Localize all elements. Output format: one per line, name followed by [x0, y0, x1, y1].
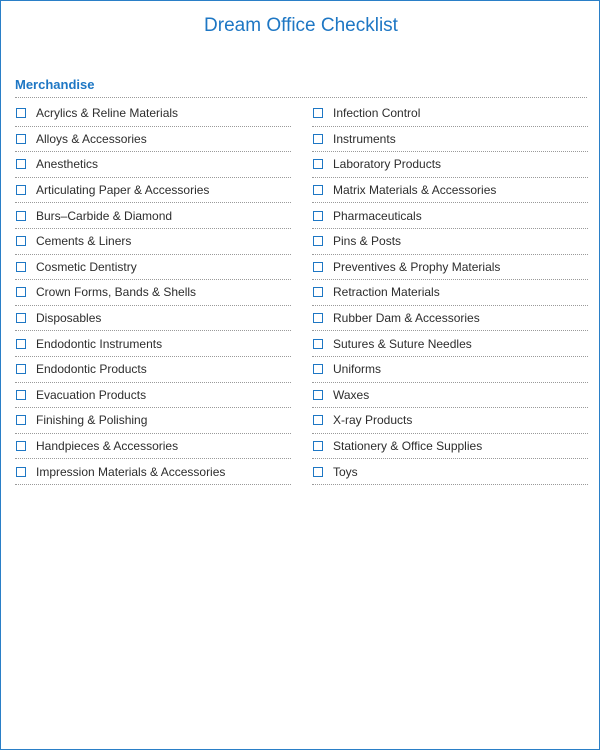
checklist-item: [312, 229, 588, 255]
checklist-item: [312, 280, 588, 306]
checkbox[interactable]: [16, 262, 26, 272]
checklist-item-label: Acrylics & Reline Materials: [36, 106, 179, 121]
checklist-item: [312, 408, 588, 434]
checklist-item-label: Anesthetics: [36, 157, 99, 172]
checkbox[interactable]: [313, 441, 323, 451]
checklist-item-label: Waxes: [333, 387, 370, 402]
checklist-item-label: Cosmetic Dentistry: [36, 259, 137, 274]
checklist-item: [15, 203, 291, 229]
checkbox[interactable]: [16, 441, 26, 451]
checklist-item: [15, 306, 291, 332]
checkbox[interactable]: [16, 211, 26, 221]
checklist-item-label: Pins & Posts: [333, 234, 402, 249]
checklist-item-label: Laboratory Products: [333, 157, 442, 172]
checkbox[interactable]: [313, 185, 323, 195]
checklist-item: [312, 434, 588, 460]
checklist-item-label: Evacuation Products: [36, 387, 147, 402]
checklist-item-label: Handpieces & Accessories: [36, 439, 179, 454]
checkbox[interactable]: [16, 287, 26, 297]
checkbox[interactable]: [313, 108, 323, 118]
checkbox[interactable]: [313, 236, 323, 246]
checkbox[interactable]: [16, 415, 26, 425]
checklist-item-label: Infection Control: [333, 106, 421, 121]
checklist-item-label: Cements & Liners: [36, 234, 132, 249]
checklist-item-label: Articulating Paper & Accessories: [36, 183, 210, 198]
checkbox[interactable]: [16, 185, 26, 195]
checklist-item-label: Stationery & Office Supplies: [333, 439, 483, 454]
checklist-item-label: Impression Materials & Accessories: [36, 464, 226, 479]
checklist-item-label: Uniforms: [333, 362, 382, 377]
page-title: Dream Office Checklist: [204, 15, 398, 36]
checklist-item: [312, 127, 588, 153]
checkbox[interactable]: [313, 159, 323, 169]
checklist-item: [15, 280, 291, 306]
checklist-item: [15, 101, 291, 127]
checklist-item: [312, 331, 588, 357]
checkbox[interactable]: [16, 467, 26, 477]
checkbox[interactable]: [313, 339, 323, 349]
checklist-item: [15, 127, 291, 153]
checkbox[interactable]: [313, 313, 323, 323]
checklist-item: [15, 357, 291, 383]
checklist-item: [312, 101, 588, 127]
checkbox[interactable]: [16, 236, 26, 246]
checklist-item: [15, 178, 291, 204]
checkbox[interactable]: [16, 134, 26, 144]
checklist-item-label: Rubber Dam & Accessories: [333, 311, 480, 326]
checkbox[interactable]: [16, 313, 26, 323]
checkbox[interactable]: [313, 364, 323, 374]
checklist-item: [15, 434, 291, 460]
checklist-item: [15, 459, 291, 485]
checklist-item-label: Matrix Materials & Accessories: [333, 183, 497, 198]
checklist-item-label: Sutures & Suture Needles: [333, 336, 472, 351]
checkbox[interactable]: [16, 364, 26, 374]
checklist-item: [312, 203, 588, 229]
checklist-item: [312, 383, 588, 409]
checkbox[interactable]: [16, 339, 26, 349]
checklist-column-left: [15, 101, 291, 485]
checklist-item-label: Crown Forms, Bands & Shells: [36, 285, 197, 300]
checklist-item: [312, 178, 588, 204]
checklist-item-label: Alloys & Accessories: [36, 131, 147, 146]
checkbox[interactable]: [313, 287, 323, 297]
checklist-item: [15, 229, 291, 255]
checklist-item: [15, 408, 291, 434]
checkbox[interactable]: [16, 159, 26, 169]
checklist-item: [312, 306, 588, 332]
checklist-item-label: Endodontic Products: [36, 362, 147, 377]
checklist-item: [312, 152, 588, 178]
checklist-item-label: Preventives & Prophy Materials: [333, 259, 501, 274]
checklist-item: [312, 459, 588, 485]
section-heading: Merchandise: [15, 77, 587, 98]
checkbox[interactable]: [313, 262, 323, 272]
checkbox[interactable]: [313, 390, 323, 400]
checklist-item-label: Instruments: [333, 131, 396, 146]
checklist-item: [15, 331, 291, 357]
checklist-item-label: Pharmaceuticals: [333, 208, 422, 223]
checkbox[interactable]: [313, 211, 323, 221]
checklist-item: [312, 357, 588, 383]
checklist-item-label: X-ray Products: [333, 413, 413, 428]
checkbox[interactable]: [313, 467, 323, 477]
checklist-item-label: Disposables: [36, 311, 102, 326]
checklist-item-label: Toys: [333, 464, 358, 479]
checklist-column-right: [312, 101, 588, 485]
checklist-item-label: Retraction Materials: [333, 285, 440, 300]
checkbox[interactable]: [16, 108, 26, 118]
checklist-item: [15, 152, 291, 178]
checkbox[interactable]: [16, 390, 26, 400]
checkbox[interactable]: [313, 415, 323, 425]
checklist-item: [312, 255, 588, 281]
checklist-item: [15, 383, 291, 409]
checklist-item-label: Finishing & Polishing: [36, 413, 148, 428]
checklist-item-label: Endodontic Instruments: [36, 336, 163, 351]
checklist-item: [15, 255, 291, 281]
checklist-item-label: Burs–Carbide & Diamond: [36, 208, 173, 223]
checkbox[interactable]: [313, 134, 323, 144]
